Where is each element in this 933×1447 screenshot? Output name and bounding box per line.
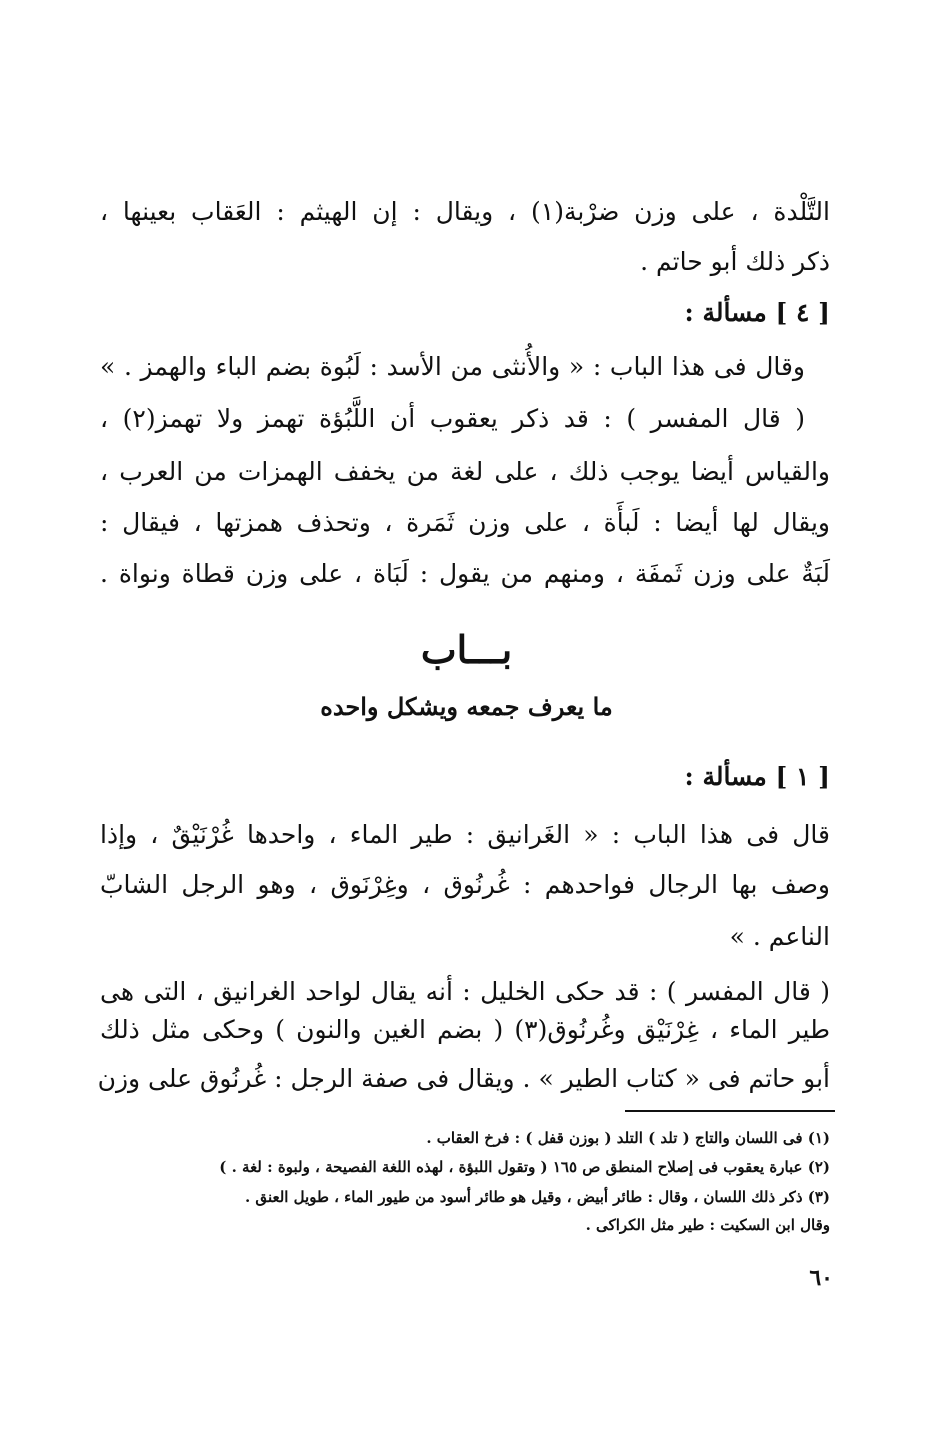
page-number: ٦٠ — [809, 1265, 833, 1291]
chapter-subtitle: ما يعرف جمعه ويشكل واحده — [320, 692, 613, 721]
footnote: (٢) عبارة يعقوب فى إصلاح المنطق ص ١٦٥ ( وتقول اللبؤة ، لهذه اللغة الفصيحة ، ولبوة : لغة . ) — [219, 1158, 830, 1176]
footnote: وقال ابن السكيت : طير مثل الكراكى . — [585, 1216, 830, 1234]
mas-ala-4-label: [ ٤ ] مسألة : — [684, 298, 830, 327]
commentary-line: ( قال المفسر ) : قد حكى الخليل : أنه يقال لواحد الغرانيق ، التى هى — [100, 977, 830, 1006]
mas-ala-4-body-line: ( قال المفسر ) : قد ذكر يعقوب أن اللَّبُؤة تهمز ولا تهمز(٢) ، — [100, 404, 805, 433]
mas-ala-4-body-line: وقال فى هذا الباب : « والأُنثى من الأسد : لَبُوة بضم الباء والهمز . » — [100, 352, 805, 381]
mas-ala-1-body-line: الناعم . » — [729, 922, 830, 951]
top-paragraph-line: التَّلْدة ، على وزن ضرْبة(١) ، ويقال : إن الهيثم : العَقاب بعينها ، — [100, 197, 830, 226]
mas-ala-4-body-line: ويقال لها أيضا : لَبأَة ، على وزن ثَمَرة ، وتحذف همزتها ، فيقال : — [100, 508, 830, 537]
mas-ala-4-body-line: لَبَةٌ على وزن ثَمفَة ، ومنهم من يقول : لَبَاة ، على وزن قطاة ونواة . — [100, 559, 830, 588]
footnote-separator — [625, 1110, 835, 1112]
footnote: (١) فى اللسان والتاج ( تلد ) التلد ( بوزن قفل ) : فرخ العقاب . — [426, 1129, 830, 1147]
mas-ala-1-label: [ ١ ] مسألة : — [684, 762, 830, 791]
commentary-line: طير الماء ، غِرْنَيْق وغُرنُوق(٣) ( بضم الغين والنون ) وحكى مثل ذلك — [100, 1015, 830, 1044]
mas-ala-1-body-line: وصف بها الرجال فواحدهم : غُرنُوق ، وغِرْنَوق ، وهو الرجل الشابّ — [100, 870, 830, 899]
chapter-heading: بـــاب — [420, 627, 513, 672]
mas-ala-4-body-line: والقياس أيضا يوجب ذلك ، على لغة من يخفف الهمزات من العرب ، — [100, 457, 830, 486]
commentary-line: أبو حاتم فى « كتاب الطير » . ويقال فى صفة الرجل : غُرنُوق على وزن — [97, 1064, 830, 1093]
mas-ala-1-body-line: قال فى هذا الباب : « الغَرانيق : طير الماء ، واحدها غُرْنَيْقٌ ، وإذا — [100, 820, 830, 849]
footnote: (٣) ذكر ذلك اللسان ، وقال : طائر أبيض ، وقيل هو طائر أسود من طيور الماء ، طويل العنق . — [244, 1188, 830, 1206]
top-paragraph-line: ذكر ذلك أبو حاتم . — [640, 247, 830, 276]
